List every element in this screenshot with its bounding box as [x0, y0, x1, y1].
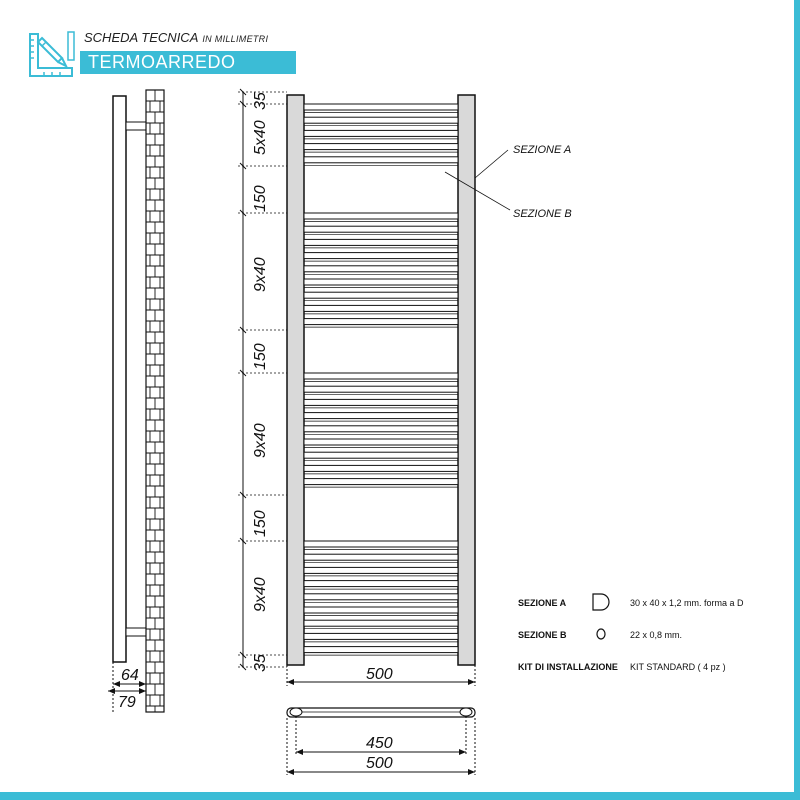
tube-bar: [304, 426, 458, 432]
spec-value: KIT STANDARD ( 4 pz ): [630, 662, 726, 672]
spec-table: [518, 596, 788, 692]
top-width-500: 500: [366, 755, 393, 772]
subtitle-main: SCHEDA TECNICA: [84, 30, 199, 45]
dim-150-c: 150: [252, 510, 269, 537]
tube-bar: [304, 373, 458, 379]
dim-150-b: 150: [252, 343, 269, 370]
tube-bar: [304, 607, 458, 613]
side-depth-inner: 64: [121, 667, 139, 684]
tube-bar: [304, 266, 458, 272]
subtitle-units: IN MILLIMETRI: [202, 34, 269, 44]
brick-wall: [146, 90, 164, 712]
bracket-top: [126, 122, 146, 130]
tube-bar: [304, 554, 458, 560]
tube-bar: [304, 647, 458, 653]
dim-150-a: 150: [252, 185, 269, 212]
bracket-bottom: [126, 628, 146, 636]
tube-bar: [304, 541, 458, 547]
tube-bar: [304, 104, 458, 110]
spec-value: 22 x 0,8 mm.: [630, 630, 683, 640]
tube-bar: [304, 452, 458, 458]
tube-bar: [304, 479, 458, 485]
dim-9x40-a: 9x40: [252, 257, 269, 292]
vertical-dimension-labels: [252, 92, 269, 672]
spec-row-section-b: [518, 628, 788, 660]
front-width-500: 500: [366, 666, 393, 683]
spec-value: 30 x 40 x 1,2 mm. forma a D: [630, 598, 744, 608]
tube-bar: [304, 581, 458, 587]
tube-bar: [304, 567, 458, 573]
tube-bar: [304, 157, 458, 163]
side-view: [108, 90, 164, 712]
tube-bar: [304, 239, 458, 245]
dim-9x40-b: 9x40: [252, 423, 269, 458]
tube-bar: [304, 386, 458, 392]
tube-bar: [304, 226, 458, 232]
spec-row-section-a: [518, 596, 788, 628]
spec-label: KIT DI INSTALLAZIONE: [518, 662, 618, 672]
oval-section-icon: [590, 624, 612, 644]
tube-bar: [304, 633, 458, 639]
tube-bar: [304, 279, 458, 285]
tube-bar: [304, 253, 458, 259]
side-radiator-profile: [113, 96, 126, 662]
side-depth-outer: 79: [118, 694, 136, 711]
dim-top-35: 35: [252, 92, 269, 110]
dim-5x40: 5x40: [252, 120, 269, 155]
top-view: [287, 708, 475, 775]
left-collector: [287, 95, 304, 665]
dim-bottom-35: 35: [252, 654, 269, 672]
spec-label: SEZIONE A: [518, 598, 567, 608]
section-a-callout: SEZIONE A: [513, 144, 572, 156]
tube-bar: [304, 130, 458, 136]
top-view-bar: [287, 708, 475, 717]
section-b-callout: SEZIONE B: [513, 208, 572, 220]
spec-label: SEZIONE B: [518, 630, 567, 640]
tube-bar: [304, 620, 458, 626]
spec-row-kit: [518, 660, 788, 692]
tube-bar: [304, 305, 458, 311]
tube-bar: [304, 144, 458, 150]
tube-bar: [304, 319, 458, 325]
d-section-icon: [590, 592, 612, 612]
tube-bar: [304, 399, 458, 405]
tube-bar: [304, 594, 458, 600]
top-width-450: 450: [366, 735, 393, 752]
tube-bar: [304, 213, 458, 219]
tube-bar: [304, 465, 458, 471]
tube-bar: [304, 292, 458, 298]
dim-9x40-c: 9x40: [252, 577, 269, 612]
tube-bar: [304, 439, 458, 445]
tube-bar: [304, 413, 458, 419]
tube-bar: [304, 117, 458, 123]
tube-bars: [304, 104, 458, 655]
header-title: TERMOARREDO: [80, 51, 296, 74]
right-collector: [458, 95, 475, 665]
